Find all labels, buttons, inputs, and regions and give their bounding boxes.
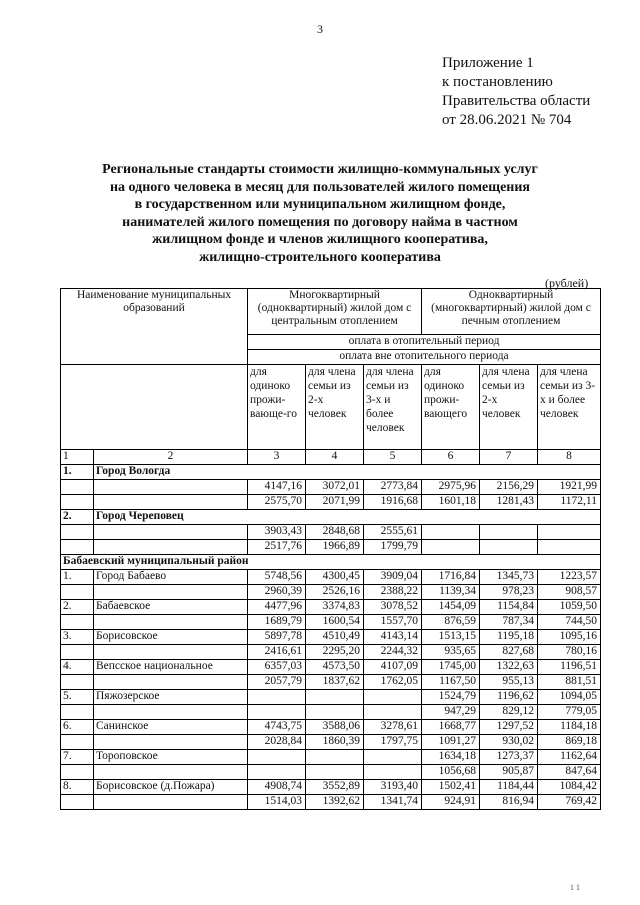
header-heating-period: оплата в отопительный период [248,335,601,350]
header-name: Наименование муниципальных образований [61,289,248,365]
col-number: 5 [364,450,422,465]
col-number: 8 [538,450,601,465]
value-cell: 1195,18 [480,630,538,645]
value-cell: 847,64 [538,765,601,780]
value-cell: 1056,68 [422,765,480,780]
header-sub-col: для одиноко прожи-вающе-го [248,365,306,450]
appendix-line: к постановлению [442,74,553,90]
table-row [61,615,601,630]
value-cell: 4743,75 [248,720,306,735]
value-cell: 6357,03 [248,660,306,675]
value-cell: 2517,76 [248,540,306,555]
table-row [61,495,601,510]
district-header-row [61,555,601,570]
value-cell: 1139,34 [422,585,480,600]
value-cell: 2388,22 [364,585,422,600]
value-cell: 4908,74 [248,780,306,795]
title-line: жилищном фонде и членов жилищного кооператива, [152,232,488,247]
footer-mark: 1 1 [570,883,580,892]
value-cell: 908,57 [538,585,601,600]
value-cell: 4510,49 [306,630,364,645]
col-number: 7 [480,450,538,465]
value-cell: 3552,89 [306,780,364,795]
value-cell: 1600,54 [306,615,364,630]
table-body [61,465,601,810]
row-name: Город Бабаево [94,570,248,585]
value-cell: 1281,43 [480,495,538,510]
value-cell: 1797,75 [364,735,422,750]
title-line: Региональные стандарты стоимости жилищно-коммунальных услуг [102,162,538,177]
table-row [61,645,601,660]
row-number [61,645,94,660]
value-cell [306,750,364,765]
appendix-line: Правительства области [442,93,591,109]
value-cell: 1059,50 [538,600,601,615]
value-cell: 3072,01 [306,480,364,495]
value-cell [364,750,422,765]
value-cell [480,525,538,540]
value-cell: 1799,79 [364,540,422,555]
col-number: 1 [61,450,94,465]
value-cell [306,765,364,780]
value-cell: 829,12 [480,705,538,720]
row-number [61,795,94,810]
row-name [94,525,248,540]
value-cell: 869,18 [538,735,601,750]
row-name [94,540,248,555]
city-number: 2. [61,510,94,525]
table-row [61,675,601,690]
value-cell: 2975,96 [422,480,480,495]
value-cell: 2071,99 [306,495,364,510]
row-number [61,525,94,540]
header-stove-heating: Одноквартирный (многоквартирный) жилой дом с печным отоплением [422,289,601,335]
row-name: Тороповское [94,750,248,765]
value-cell: 924,91 [422,795,480,810]
row-number [61,705,94,720]
value-cell: 3278,61 [364,720,422,735]
row-number [61,495,94,510]
value-cell: 779,05 [538,705,601,720]
value-cell: 4143,14 [364,630,422,645]
col-number: 4 [306,450,364,465]
value-cell: 978,23 [480,585,538,600]
value-cell: 1837,62 [306,675,364,690]
row-name [94,645,248,660]
value-cell: 1689,79 [248,615,306,630]
col-number: 2 [94,450,248,465]
value-cell: 1860,39 [306,735,364,750]
table-row [61,540,601,555]
value-cell [364,765,422,780]
value-cell: 1273,37 [480,750,538,765]
row-number: 7. [61,750,94,765]
value-cell: 1172,11 [538,495,601,510]
value-cell: 1322,63 [480,660,538,675]
row-number: 2. [61,600,94,615]
table-row [61,705,601,720]
value-cell: 1084,42 [538,780,601,795]
value-cell: 930,02 [480,735,538,750]
row-number [61,540,94,555]
district-name: Бабаевский муниципальный район [61,555,601,570]
value-cell: 2057,79 [248,675,306,690]
row-name [94,495,248,510]
value-cell: 2848,68 [306,525,364,540]
value-cell: 4147,16 [248,480,306,495]
value-cell [480,540,538,555]
value-cell [306,705,364,720]
table-row [61,750,601,765]
value-cell [248,705,306,720]
value-cell: 1524,79 [422,690,480,705]
row-name [94,735,248,750]
value-cell: 2156,29 [480,480,538,495]
appendix-line: Приложение 1 [442,55,534,71]
row-number: 5. [61,690,94,705]
value-cell: 1184,44 [480,780,538,795]
col-number: 3 [248,450,306,465]
value-cell: 876,59 [422,615,480,630]
row-name [94,705,248,720]
unit-label: (рублей) [545,276,589,290]
value-cell: 947,29 [422,705,480,720]
city-header-row [61,510,601,525]
row-name: Вепсское национальное [94,660,248,675]
value-cell: 1513,15 [422,630,480,645]
value-cell: 1502,41 [422,780,480,795]
city-name: Город Череповец [94,510,601,525]
row-name: Борисовское (д.Пожара) [94,780,248,795]
city-header-row [61,465,601,480]
title-line: в государственном или муниципальном жилищном фонде, [134,197,506,212]
value-cell: 3588,06 [306,720,364,735]
header-sub-col: для члена семьи из 2-х человек [480,365,538,450]
header-non-heating-period: оплата вне отопительного периода [248,350,601,365]
value-cell [538,540,601,555]
value-cell: 3909,04 [364,570,422,585]
value-cell: 827,68 [480,645,538,660]
table-row [61,765,601,780]
value-cell: 769,42 [538,795,601,810]
value-cell: 935,65 [422,645,480,660]
table-row [61,720,601,735]
value-cell: 1162,64 [538,750,601,765]
value-cell: 1514,03 [248,795,306,810]
value-cell: 5748,56 [248,570,306,585]
value-cell: 2960,39 [248,585,306,600]
row-name [94,585,248,600]
header-central-heating: Многоквартирный (одноквартирный) жилой дом с центральным отоплением [248,289,422,335]
value-cell: 1762,05 [364,675,422,690]
value-cell: 780,16 [538,645,601,660]
row-number [61,615,94,630]
value-cell: 1668,77 [422,720,480,735]
value-cell: 1094,05 [538,690,601,705]
value-cell [248,690,306,705]
value-cell [422,540,480,555]
row-name [94,675,248,690]
value-cell: 1345,73 [480,570,538,585]
value-cell: 5897,78 [248,630,306,645]
value-cell: 4300,45 [306,570,364,585]
row-name: Санинское [94,720,248,735]
value-cell [306,690,364,705]
value-cell: 2028,84 [248,735,306,750]
value-cell: 1634,18 [422,750,480,765]
value-cell [422,525,480,540]
header-sub-col: для члена семьи из 2-х человек [306,365,364,450]
table-row [61,600,601,615]
value-cell: 1966,89 [306,540,364,555]
value-cell: 3193,40 [364,780,422,795]
row-name: Борисовское [94,630,248,645]
row-name [94,615,248,630]
value-cell: 1454,09 [422,600,480,615]
value-cell: 2244,32 [364,645,422,660]
row-number: 1. [61,570,94,585]
value-cell: 1745,00 [422,660,480,675]
header-empty-cell [61,365,248,450]
table-row [61,570,601,585]
table-row [61,660,601,675]
value-cell: 2773,84 [364,480,422,495]
city-name: Город Вологда [94,465,601,480]
value-cell: 1297,52 [480,720,538,735]
row-number: 8. [61,780,94,795]
header-sub-col: для одиноко прожи-вающего [422,365,480,450]
title-line: нанимателей жилого помещения по договору найма в частном [122,214,518,230]
table-row [61,795,601,810]
row-number [61,480,94,495]
row-number [61,735,94,750]
value-cell: 1095,16 [538,630,601,645]
table-row [61,480,601,495]
row-number [61,765,94,780]
value-cell: 3903,43 [248,525,306,540]
row-number [61,675,94,690]
value-cell: 1184,18 [538,720,601,735]
value-cell: 3078,52 [364,600,422,615]
table-row [61,780,601,795]
row-name [94,765,248,780]
title-line: на одного человека в месяц для пользователей жилого помещения [109,179,531,195]
header-sub-col: для члена семьи из 3-х и более человек [364,365,422,450]
appendix-block [442,54,590,130]
col-number: 6 [422,450,480,465]
value-cell [248,750,306,765]
value-cell: 2575,70 [248,495,306,510]
value-cell: 2295,20 [306,645,364,660]
table-row [61,735,601,750]
value-cell: 816,94 [480,795,538,810]
value-cell: 1557,70 [364,615,422,630]
standards-table [60,288,601,810]
title-line: жилищно-строительного кооператива [199,249,441,265]
value-cell: 4477,96 [248,600,306,615]
document-title [95,161,545,266]
city-number: 1. [61,465,94,480]
value-cell: 1223,57 [538,570,601,585]
table-row [61,630,601,645]
value-cell: 3374,83 [306,600,364,615]
appendix-line: от 28.06.2021 № 704 [442,112,572,128]
value-cell: 955,13 [480,675,538,690]
value-cell: 1196,62 [480,690,538,705]
value-cell [248,765,306,780]
value-cell: 744,50 [538,615,601,630]
value-cell [364,705,422,720]
value-cell: 1916,68 [364,495,422,510]
page-number: 3 [317,22,323,36]
row-number: 6. [61,720,94,735]
value-cell: 881,51 [538,675,601,690]
value-cell: 4107,09 [364,660,422,675]
row-number [61,585,94,600]
row-name: Пяжозерское [94,690,248,705]
value-cell: 1341,74 [364,795,422,810]
value-cell: 1601,18 [422,495,480,510]
value-cell [538,525,601,540]
value-cell: 1167,50 [422,675,480,690]
row-number: 4. [61,660,94,675]
value-cell: 1921,99 [538,480,601,495]
table-row [61,690,601,705]
row-name [94,795,248,810]
table-row [61,585,601,600]
value-cell [364,690,422,705]
value-cell: 905,87 [480,765,538,780]
value-cell: 1716,84 [422,570,480,585]
value-cell: 2555,61 [364,525,422,540]
value-cell: 1196,51 [538,660,601,675]
value-cell: 4573,50 [306,660,364,675]
value-cell: 2416,61 [248,645,306,660]
value-cell: 1154,84 [480,600,538,615]
row-number: 3. [61,630,94,645]
row-name [94,480,248,495]
value-cell: 1091,27 [422,735,480,750]
header-sub-col: для члена семьи из 3-х и более человек [538,365,601,450]
table-row [61,525,601,540]
value-cell: 2526,16 [306,585,364,600]
value-cell: 1392,62 [306,795,364,810]
value-cell: 787,34 [480,615,538,630]
row-name: Бабаевское [94,600,248,615]
